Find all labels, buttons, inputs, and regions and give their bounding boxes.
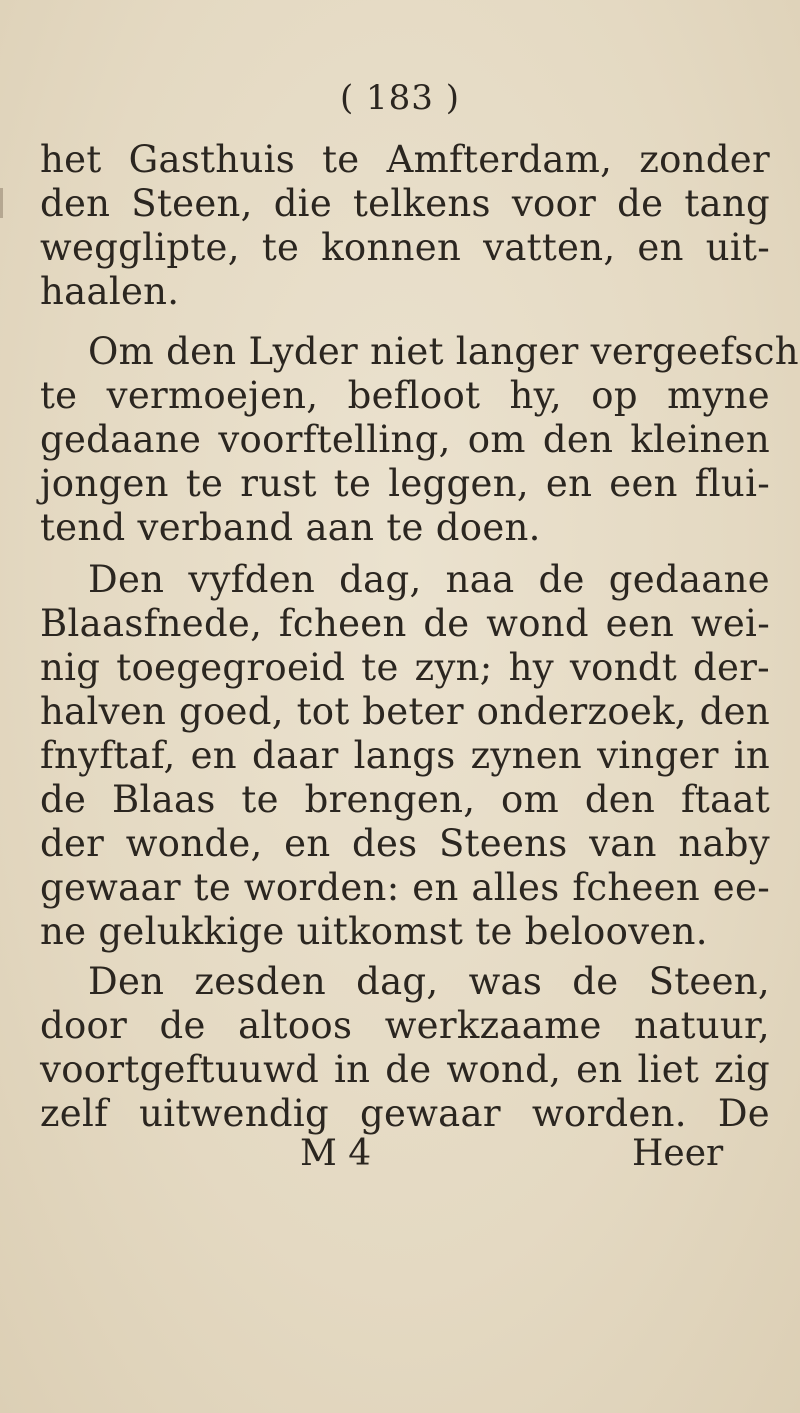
text-line: voortgeftuuwd in de wond, en liet zig <box>40 1048 770 1091</box>
text-line: tend verband aan te doen. <box>40 506 541 549</box>
text-line: gedaane voorftelling, om den kleinen <box>40 418 770 461</box>
text-line: jongen te rust te leggen, en een flui- <box>40 462 770 505</box>
page-number: ( 183 ) <box>339 78 461 118</box>
text-line: de Blaas te brengen, om den ftaat <box>40 778 770 821</box>
text-line: nig toegegroeid te zyn; hy vondt der- <box>40 646 770 689</box>
text-line: den Steen, die telkens voor de tang <box>40 182 770 225</box>
text-line: gewaar te worden: en alles fcheen ee- <box>40 866 770 909</box>
text-line: te vermoejen, befloot hy, op myne <box>40 374 770 417</box>
catchword: Heer <box>632 1133 724 1174</box>
text-line: fnyftaf, en daar langs zynen vinger in <box>40 734 770 777</box>
text-line: Om den Lyder niet langer vergeefsch <box>88 330 799 373</box>
text-line: door de altoos werkzaame natuur, <box>40 1004 770 1047</box>
text-line: Den vyfden dag, naa de gedaane <box>88 558 770 601</box>
text-line: halven goed, tot beter onderzoek, den <box>40 690 770 733</box>
text-line: ne gelukkige uitkomst te belooven. <box>40 910 708 953</box>
text-line: het Gasthuis te Amfterdam, zonder <box>40 138 770 181</box>
page-edge-mark <box>0 188 3 218</box>
signature-mark: M 4 <box>300 1133 372 1174</box>
text-line: haalen. <box>40 270 180 313</box>
text-line: der wonde, en des Steens van naby <box>40 822 770 865</box>
text-line: Blaasfnede, fcheen de wond een wei- <box>40 602 770 645</box>
text-line: wegglipte, te konnen vatten, en uit- <box>40 226 770 269</box>
text-line: Den zesden dag, was de Steen, <box>88 960 770 1003</box>
text-line: zelf uitwendig gewaar worden. De <box>40 1092 770 1135</box>
